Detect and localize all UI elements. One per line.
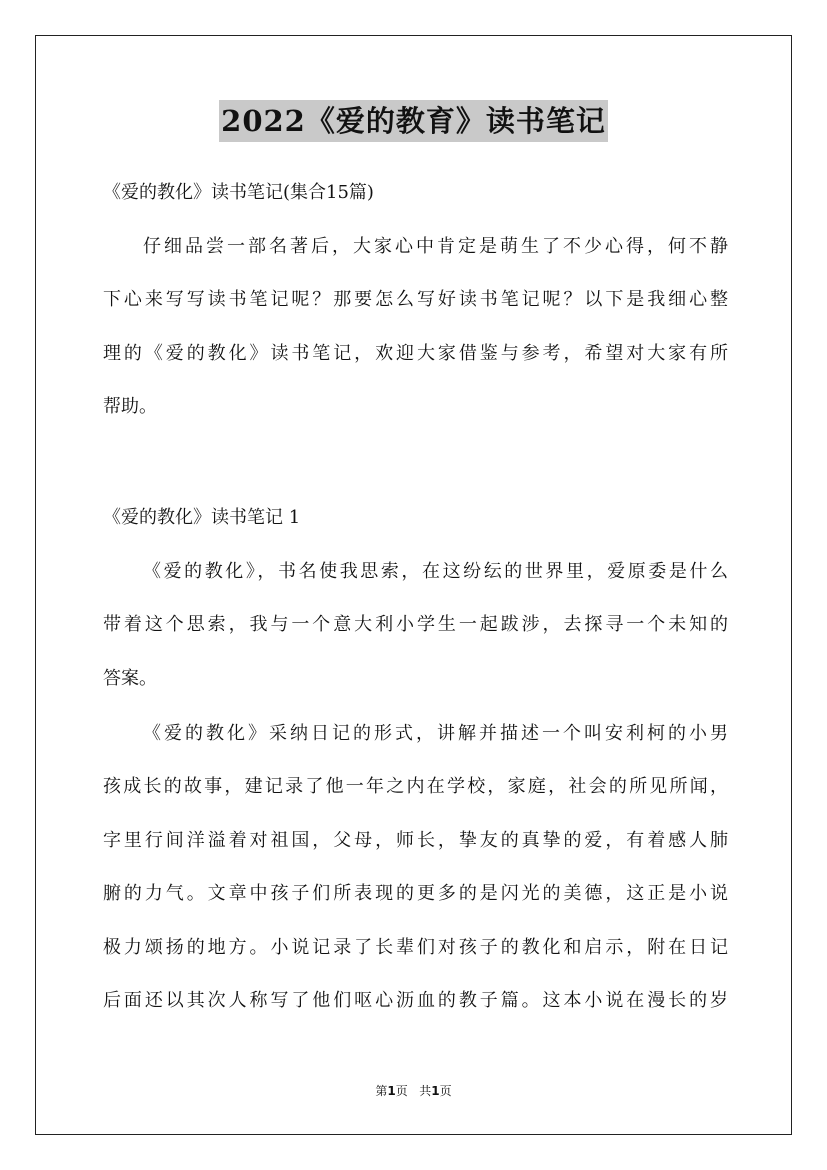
document-title: 2022《爱的教育》读书笔记	[219, 100, 608, 142]
footer-page-prefix: 第	[375, 1084, 388, 1098]
page-footer	[0, 1083, 827, 1099]
footer-page-number: 1	[387, 1084, 396, 1098]
intro-line-2: 下心来写写读书笔记呢？那要怎么写好读书笔记呢？以下是我细心整	[103, 289, 728, 310]
subtitle-line: 《爱的教化》读书笔记(集合15篇)	[103, 182, 374, 203]
para1-line-1: 《爱的教化》，书名使我思索，在这纷纭的世界里，爱原委是什么	[143, 561, 728, 582]
para2-line-6: 后面还以其次人称写了他们呕心沥血的教子篇。这本小说在漫长的岁	[103, 990, 728, 1011]
para2-line-3: 字里行间洋溢着对祖国，父母，师长，挚友的真挚的爱，有着感人肺	[103, 830, 728, 851]
intro-line-3: 理的《爱的教化》读书笔记，欢迎大家借鉴与参考，希望对大家有所	[103, 343, 728, 364]
footer-total-prefix: 共	[419, 1084, 432, 1098]
footer-total-number: 1	[431, 1084, 440, 1098]
para1-line-3: 答案。	[103, 668, 157, 689]
para1-line-2: 带着这个思索，我与一个意大利小学生一起跋涉，去探寻一个未知的	[103, 614, 728, 635]
intro-line-4: 帮助。	[103, 396, 157, 417]
para2-line-4: 腑的力气。文章中孩子们所表现的更多的是闪光的美德，这正是小说	[103, 883, 728, 904]
footer-total-suffix: 页	[439, 1084, 452, 1098]
title-container	[0, 100, 827, 142]
intro-line-1: 仔细品尝一部名著后，大家心中肯定是萌生了不少心得，何不静	[143, 236, 728, 257]
para2-line-2: 孩成长的故事，建记录了他一年之内在学校，家庭，社会的所见所闻，	[103, 776, 728, 797]
para2-line-5: 极力颂扬的地方。小说记录了长辈们对孩子的教化和启示，附在日记	[103, 937, 728, 958]
section-heading: 《爱的教化》读书笔记 1	[103, 507, 301, 528]
footer-page-suffix: 页	[395, 1084, 408, 1098]
para2-line-1: 《爱的教化》采纳日记的形式，讲解并描述一个叫安利柯的小男	[143, 723, 728, 744]
